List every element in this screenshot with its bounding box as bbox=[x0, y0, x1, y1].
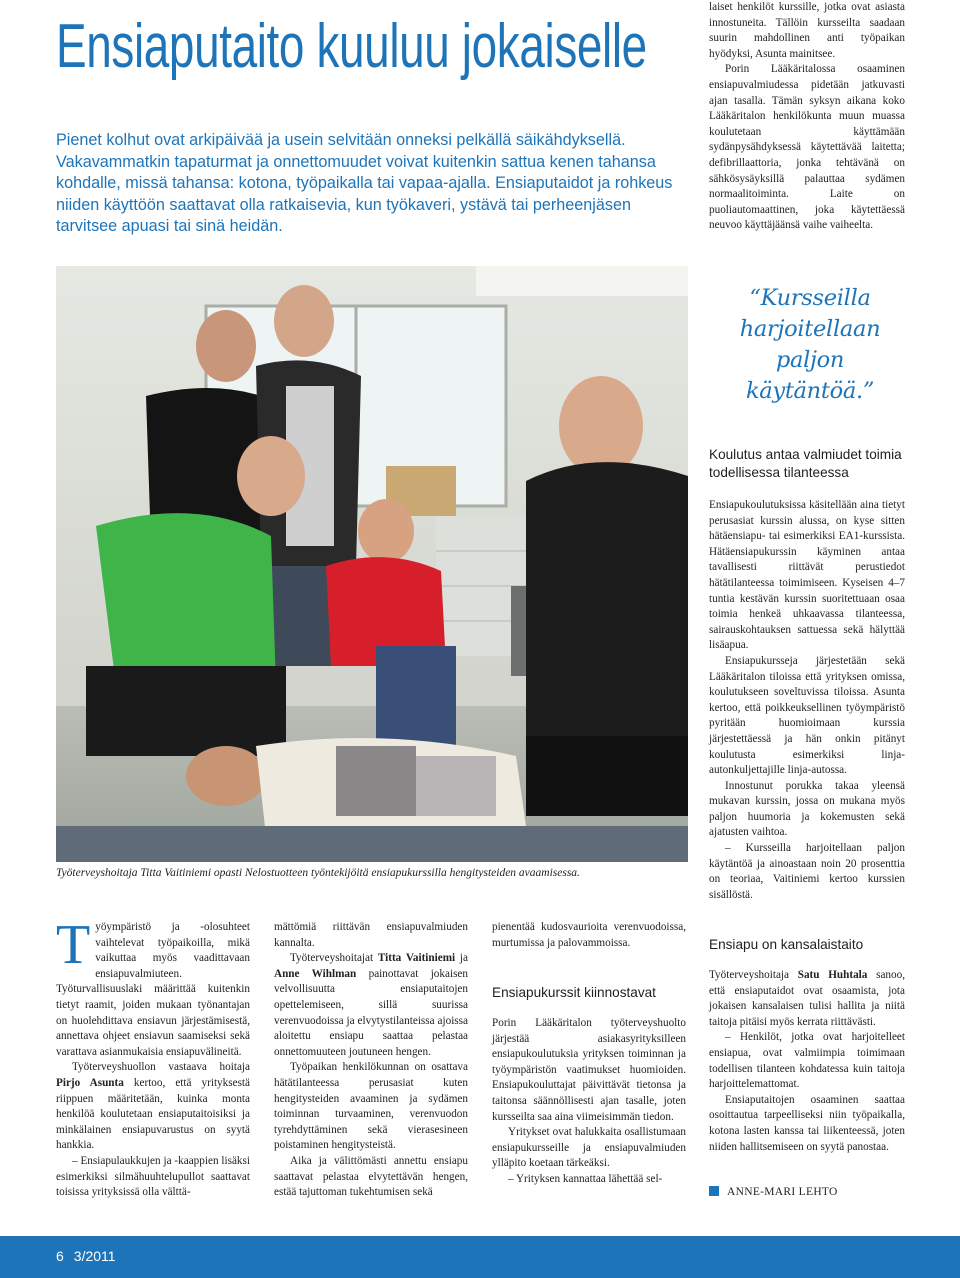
lead-paragraph: Pienet kolhut ovat arkipäivää ja usein selvitään onneksi pelkällä säikähdyksellä. Vakavammatkin tapaturmat ja onnettomuudet voivat kuitenkin sattua kenen tahansa kohdalle, missä tahansa: kotona, työpaikalla tai vapaa-ajalla. Ensiaputaidot ja rohkeus niiden käyttöön saattavat olla ratkaisevia, kun työkaveri, ystävä tai perheenjäsen tarvitsee apuasi tai sinä heidän. bbox=[56, 131, 673, 236]
drop-cap: T bbox=[56, 914, 91, 976]
article-photo bbox=[56, 266, 688, 862]
col4-paragraph: Ensiaputaitojen osaaminen saattaa osoittautua tarpeelliseksi niin työpaikalla, kotona lasten kanssa tai liikenteessä, joten niiden hallitsemiseen on syytä panostaa. bbox=[709, 1093, 905, 1153]
col3-paragraph: Yritykset ovat halukkaita osallistumaan ensiapukursseille ja ensiapuvalmiuden ylläpito koetaan tärkeäksi. bbox=[492, 1126, 686, 1170]
section-subhead: Ensiapu on kansalaistaito bbox=[709, 937, 864, 952]
col1-paragraph: Työympäristö ja -olosuhteet vaihtelevat työpaikoilla, mikä vaikuttaa myös vaadittavaan ensiapuvalmiuteen. Työturvallisuuslaki määrittää kuitenkin tietyt raamit, joiden mukaan työnantajan on huolehdittava ensiavun järjestämisestä, annettava ohjeet ensiavun saamiseksi sekä varattava asianmukaisia ensiapuvälineitä. bbox=[56, 914, 250, 1058]
col1-paragraph: Työterveyshuollon vastaava hoitaja Pirjo Asunta kertoo, että yrityksestä riippuen määritetään, kuinka monta henkilöä koulutetaan ensiaputaitoisiksi ja minkälainen ensiapuvarustus on syytä hankkia. bbox=[56, 1061, 250, 1152]
right-column-top bbox=[709, 0, 905, 236]
footer-label bbox=[56, 1248, 116, 1264]
col4-paragraph: Työterveyshoitaja Satu Huhtala sanoo, että ensiaputaidot ovat osaamista, jota jokaisen kansalaisen tulisi hallita ja niitä taitoja pitäisi myös kerrata riittävästi. bbox=[709, 969, 905, 1028]
page-number: 6 bbox=[56, 1248, 64, 1264]
body-column-4 bbox=[709, 968, 905, 1155]
col2-paragraph: Työpaikan henkilökunnan on osattava hätätilanteessa perusasiat kuten hengitysteiden avaaminen ja sydämen toiminnan turvaaminen, verenvuodon tyrehdyttäminen sekä vierasesineen poistaminen hengitysteistä. bbox=[274, 1061, 468, 1152]
col2-paragraph: Työterveyshoitajat Titta Vaitiniemi ja Anne Wihlman painottavat jokaisen velvollisuutta ensiaputaitojen opettelemiseen, sillä suurissa verenvuodoissa ja elvytystilanteissa ajoissa aloitettu ensiapu saattaa pelastaa onnettomuuteen joutuneen hengen. bbox=[274, 952, 468, 1058]
training-paragraph: Ensiapukoulutuksissa käsitellään aina tietyt perusasiat kurssin alussa, on kyse sitten hätäensiapu- tai esimerkiksi EA1-kurssista. Hätäensiapukurssin käyminen antaa tavallisesti riittävät perustiedot hätätilanteessa toimimiseen. Kyseisen 4–7 tuntia kestävän kurssin suoritettuaan osaa toimia henkeä uhkaavassa tilanteessa, sairauskohtauksen sattuessa sekä hälyttää lisäapua. bbox=[709, 499, 905, 652]
training-paragraph: – Kursseilla harjoitellaan paljon käytäntöä ja ainoastaan noin 20 prosenttia on teoriaa, Vaitiniemi kertoo kurssien sisällöstä. bbox=[709, 842, 905, 901]
section-subhead: Ensiapukurssit kiinnostavat bbox=[492, 985, 656, 1000]
body-column-2 bbox=[274, 920, 468, 1201]
training-paragraph: Innostunut porukka takaa yleensä mukavan kurssin, jossa on mukana myös paljon huumoria ja kokemusten sekä ajatusten vaihtoa. bbox=[709, 779, 905, 839]
col3-paragraph: – Yrityksen kannattaa lähettää sel- bbox=[508, 1172, 663, 1185]
body-column-1 bbox=[56, 914, 250, 1201]
right-top-paragraph: laiset henkilöt kurssille, jotka ovat asiasta innostuneita. Tällöin kursseilta saadaan suurin mahdollinen anti työpaikan hyödyksi, Asunta mainitsee. bbox=[709, 1, 905, 60]
issue-number: 3/2011 bbox=[73, 1248, 116, 1264]
author-square-icon bbox=[709, 1186, 719, 1196]
training-column bbox=[709, 498, 905, 903]
page-footer bbox=[0, 1236, 960, 1278]
headline: Ensiaputaito kuuluu jokaiselle bbox=[56, 12, 647, 81]
col3-paragraph: Porin Lääkäritalon työterveyshuolto järjestää asiakasyrityksilleen ensiapukoulutuksia yrityksen toiminnan ja työympäristön vaatimukset huomioiden. Ensiapukouluttajat päivittävät tietonsa ja taitonsa säännöllisesti ajan tasalle, joten kursseilta saa aina viimeisimmän tiedon. bbox=[492, 1017, 686, 1123]
col4-paragraph: – Henkilöt, jotka ovat harjoitelleet ensiapua, ovat valmiimpia toimimaan todellisen tilanteen kohdatessa kuin taitoja harjoittelemattomat. bbox=[709, 1031, 905, 1091]
col2-paragraph: Aika ja välittömästi annettu ensiapu saattavat pelastaa elvytettävän hengen, estää tajuttoman tukehtumisen sekä bbox=[274, 1154, 468, 1199]
author-byline: ANNE-MARI LEHTO bbox=[709, 1186, 905, 1198]
training-paragraph: Ensiapukursseja järjestetään sekä Lääkäritalon tiloissa että yrityksen omissa, koulutukseen soveltuvissa tiloissa. Asunta kertoo, että poikkeuksellinen työympäristö pyritään huomioimaan kurssia järjestettäessä ja hän onkin pitänyt koulutusta esimerkiksi linja-autonkuljettajille linja-autossa. bbox=[709, 654, 905, 777]
body-column-3 bbox=[492, 920, 686, 951]
section-subhead: Koulutus antaa valmiudet toimia todellisessa tilanteessa bbox=[709, 447, 902, 480]
pull-quote: “Kursseilla harjoitellaan paljon käytäntöä.” bbox=[739, 285, 881, 404]
right-top-paragraph: Porin Lääkäritalossa osaaminen ensiapuvalmiudessa pidetään jatkuvasti ajan tasalla. Tämän syksyn aikana koko Lääkäritalon henkilökunta muun muassa koulutetaan käyttämään sydänpysähdyksessä käytettävää laitetta; defibrillaattoria, jonka tehtävänä on sähkösysäyksillä palauttaa sydämen normaalitoiminta. Laite on puoliautomaattinen, joka käytettäessä neuvoo käyttäjäänsä vaihe vaiheelta. bbox=[709, 63, 905, 232]
col2-paragraph: mättömiä riittävän ensiapuvalmiuden kannalta. bbox=[274, 921, 468, 949]
col3-paragraph: pienentää kudosvaurioita verenvuodoissa, murtumissa ja palovammoissa. bbox=[492, 921, 686, 949]
body-column-3b bbox=[492, 1016, 686, 1188]
col1-paragraph: – Ensiapulaukkujen ja -kaappien lisäksi esimerkiksi silmähuuhtelupullot saattavat toisissa yrityksissä olla välttä- bbox=[56, 1154, 250, 1199]
photo-caption: Työterveyshoitaja Titta Vaitiniemi opasti Nelostuotteen työntekijöitä ensiapukurssilla hengitysteiden avaamisessa. bbox=[56, 867, 580, 879]
photo-illustration bbox=[56, 266, 688, 862]
